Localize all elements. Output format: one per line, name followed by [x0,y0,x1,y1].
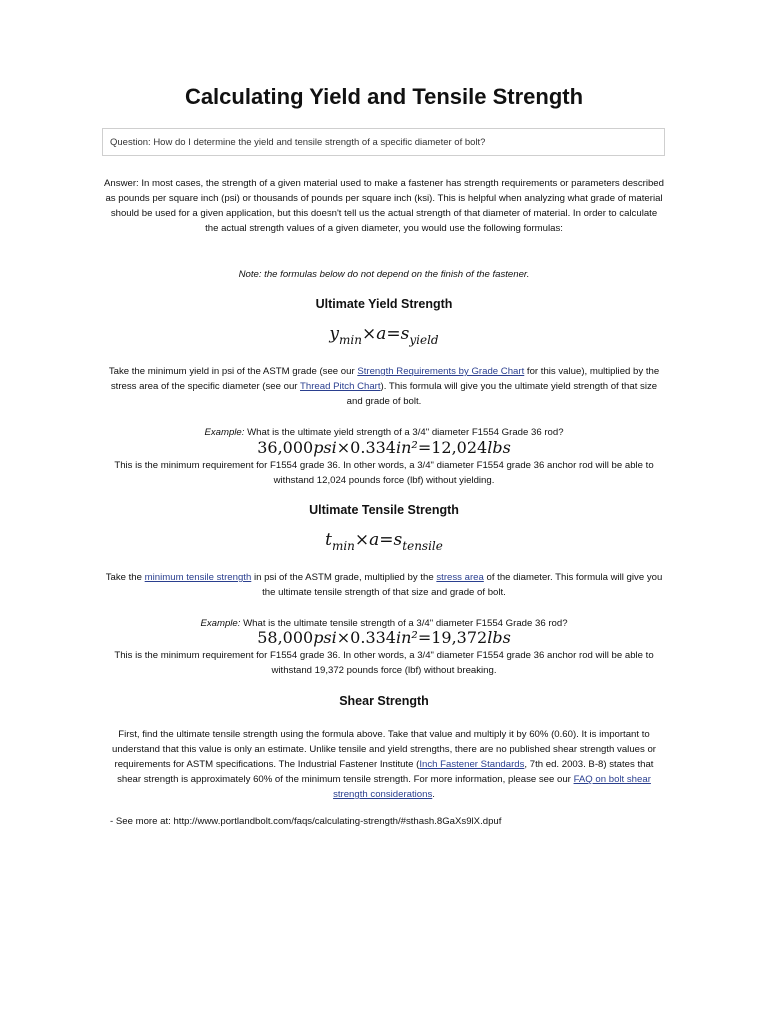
formula-sub: min [339,333,362,347]
shear-paragraph [104,727,664,802]
tensile-paragraph [104,570,664,600]
yield-result: This is the minimum requirement for F1554 grade 36. In other words, a 3/4" diameter F1554 grade 36 anchor rod will be able to withstand 12,024 pounds force (lbf) without yielding. [114,460,654,486]
yield-para-2: for this value), multiplied by the stress area of the specific diameter (see our [110,366,660,392]
tensile-para-3: of the diameter. This formula will give you the ultimate tensile strength of that size and grade of bolt. [262,572,663,598]
inch-fastener-standards-link[interactable]: Inch Fastener Standards [419,759,525,770]
yield-example-label: Example: [204,427,245,438]
tensile-formula [0,530,768,553]
tensile-para-2: in psi of the ASTM grade, multiplied by the [253,572,434,583]
yield-ex-c: 12,024 [431,438,488,457]
shear-para-1: First, find the ultimate tensile strength using the formula above. Take that value and multiply it by 60% (0.60). It is important to understand that this value is only an estimate. Unlike tensile and yield strengths, there are no published shear strength values or requirements for ASTM specifications. The Industrial Fastener Institute ( [112,729,656,770]
see-more-url[interactable]: - See more at: http://www.portlandbolt.com/faqs/calculating-strength/#sthash.8GaXs9lX.dpuf [110,816,502,827]
faq-shear-strength-link[interactable]: FAQ on bolt shear strength considerations [333,774,651,800]
stress-area-link[interactable]: stress area [436,572,484,583]
formula-eq: = [386,324,401,344]
yield-ex-eq: = [417,438,432,457]
tensile-ex-eq: = [417,628,432,647]
yield-formula [0,324,768,347]
formula-a: a [376,324,387,344]
tensile-ex-a-unit: psi [313,628,337,647]
note-text: Note: the formulas below do not depend on the finish of the fastener. [238,269,530,280]
answer-label: Answer: [104,178,139,189]
tensile-heading: Ultimate Tensile Strength [309,503,459,517]
yield-ex-c-unit: lbs [487,438,511,457]
formula-res: s [393,530,403,550]
minimum-tensile-strength-link[interactable]: minimum tensile strength [144,572,252,583]
formula-eq: = [379,530,394,550]
tensile-ex-b: 0.334 [350,628,396,647]
formula-times: × [354,530,370,550]
tensile-para-1: Take the [105,572,142,583]
tensile-example-formula [0,628,768,647]
formula-sub: min [331,539,355,553]
yield-ex-a: 36,000 [257,438,314,457]
page-title: Calculating Yield and Tensile Strength [184,84,584,109]
yield-ex-a-unit: psi [313,438,337,457]
tensile-example-label: Example: [200,618,241,629]
yield-paragraph [104,364,664,409]
yield-ex-b: 0.334 [350,438,396,457]
yield-para-3: ). This formula will give you the ultimate yield strength of that size and grade of bolt. [346,381,658,407]
strength-requirements-link[interactable]: Strength Requirements by Grade Chart [357,366,525,377]
yield-heading: Ultimate Yield Strength [315,297,453,311]
yield-example-formula [0,438,768,457]
formula-res-sub: tensile [402,539,443,553]
yield-ex-b-unit: in² [395,438,418,457]
formula-a: a [369,530,380,550]
formula-res: s [400,324,410,344]
yield-para-1: Take the minimum yield in psi of the ASTM grade (see our [108,366,355,377]
yield-example [0,427,768,438]
shear-para-2: , 7th ed. 2003. B-8) states that shear strength is approximately 60% of the minimum tensile strength. For more information, please see our [117,759,654,785]
question-text: How do I determine the yield and tensile strength of a specific diameter of bolt? [153,137,486,148]
tensile-ex-a: 58,000 [257,628,314,647]
formula-var: y [329,324,340,344]
question-box [102,128,665,156]
formula-res-sub: yield [409,333,439,347]
formula-times: × [361,324,377,344]
thread-pitch-chart-link[interactable]: Thread Pitch Chart [300,381,381,392]
tensile-ex-b-unit: in² [395,628,418,647]
answer-paragraph [104,176,664,236]
tensile-ex-c-unit: lbs [487,628,511,647]
question-label: Question: [110,137,151,148]
shear-heading: Shear Strength [339,694,429,708]
tensile-ex-c: 19,372 [431,628,488,647]
answer-text: In most cases, the strength of a given material used to make a fastener has strength requirements or parameters described as pounds per square inch (psi) or thousands of pounds per square inch (ksi). This is helpful when analyzing what grade of material should be used for a given application, but this doesn't tell us the actual strength of that diameter of material. In order to calculate the actual strength values of a given diameter, you would use the following formulas: [105,178,664,234]
yield-ex-times: × [336,438,351,457]
formula-var: t [325,530,332,550]
tensile-example-text: What is the ultimate tensile strength of a 3/4" diameter F1554 Grade 36 rod? [243,618,568,629]
tensile-result: This is the minimum requirement for F1554 grade 36. In other words, a 3/4" diameter F1554 grade 36 anchor rod will be able to withstand 19,372 pounds force (lbf) without breaking. [114,650,654,676]
yield-example-text: What is the ultimate yield strength of a 3/4" diameter F1554 Grade 36 rod? [247,427,564,438]
shear-para-3: . [432,789,435,800]
tensile-ex-times: × [336,628,351,647]
